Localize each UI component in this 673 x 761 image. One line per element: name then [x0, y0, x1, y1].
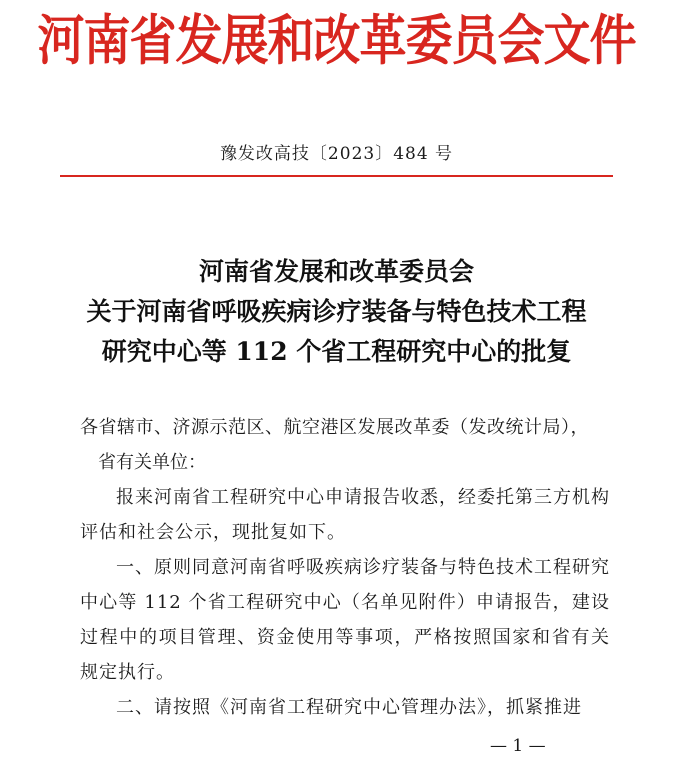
addressee-line-1: 各省辖市、济源示范区、航空港区发展改革委（发改统计局），	[80, 417, 589, 438]
title-line-1: 河南省发展和改革委员会	[198, 257, 474, 286]
title-line-3: 研究中心等 112 个省工程研究中心的批复	[101, 337, 572, 366]
paragraph-intro: 报来河南省工程研究中心申请报告收悉，经委托第三方机构评估和社会公示，现批复如下。	[80, 487, 610, 543]
addressee-line-2: 省有关单位：	[98, 452, 206, 473]
document-title	[0, 252, 673, 372]
title-line-2: 关于河南省呼吸疾病诊疗装备与特色技术工程	[86, 297, 587, 326]
page-number: — 1 —	[490, 736, 546, 756]
paragraph-item-2: 二、请按照《河南省工程研究中心管理办法》，抓紧推进	[116, 697, 582, 718]
paragraph-item-1: 一、原则同意河南省呼吸疾病诊疗装备与特色技术工程研究中心等 112 个省工程研究中心（名单见附件）申请报告，建设过程中的项目管理、资金使用等事项，严格按照国家和省有关规定执行。	[80, 557, 610, 683]
document-body	[80, 410, 610, 725]
masthead-title: 河南省发展和改革委员会文件	[37, 9, 636, 73]
red-separator-line	[60, 175, 613, 177]
document-number: 豫发改高技〔2023〕484 号	[219, 144, 454, 164]
